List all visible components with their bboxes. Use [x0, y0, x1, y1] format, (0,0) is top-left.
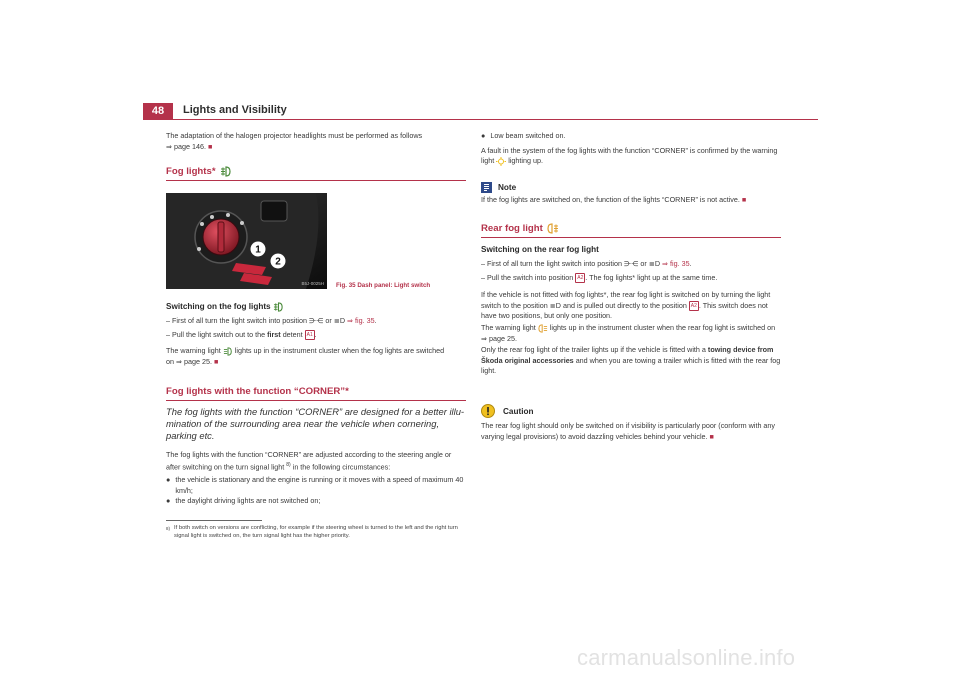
corner-section: The fog lights with the function “CORNER” are designed for a better illu-mination of the surrounding area near the vehicle when cornering, parking etc. The fog lights with the function “CORNER” are adjusted according to the steering angle or after switching on the turn signal light $^{8)}$ in the following circumstances: ● the vehicle is stationary and the engine is running or it moves with a speed of maximum 40 km/h; ● the daylight driving lights are not switched on; [166, 406, 465, 506]
right-top: ● Low beam switched on. A fault in the system of the fog lights with the function “CORNER” is confirmed by the warning light lighting up. [481, 131, 781, 167]
header-rule [143, 119, 818, 120]
running-title: Lights and Visibility [183, 104, 287, 116]
low-beam-icon: ≣D [333, 315, 346, 325]
note-box: Note If the fog lights are switched on, the function of the lights “CORNER” is not active. ■ [481, 183, 747, 204]
watermark: carmanualsonline.info [577, 645, 796, 670]
list-item: ● the daylight driving lights are not switched on; [166, 496, 321, 506]
light-switch-illustration [166, 193, 327, 289]
intro-text: The adaptation of the halogen projector headlights must be performed as follows ⇒ page 146. ■ [166, 131, 423, 151]
corner-warning-icon [496, 157, 506, 166]
corner-heading: Fog lights with the function “CORNER”* [166, 386, 466, 401]
corner-subtitle: The fog lights with the function “CORNER” are designed for a better illu-mination of the surrounding area near the vehicle when cornering, parking etc. [166, 406, 465, 442]
caution-icon [481, 404, 495, 418]
position-badge: A2 [690, 302, 697, 309]
rear-switch-heading: Switching on the rear fog light [481, 245, 599, 254]
caution-title: Caution [503, 406, 534, 416]
caution-box: Caution The rear fog light should only be switched on if visibility is particularly poor (conform with any varying legal provisions) to avoid dazzling vehicles behind your vehicle. ■ [481, 404, 781, 442]
parking-light-icon: ⋺⋲ [309, 315, 324, 325]
callout-2: 2 [275, 256, 281, 268]
fig-ref-link[interactable]: ⇒ fig. 35 [662, 258, 690, 268]
figure-code: B5J-0025H [301, 281, 324, 286]
rear-fog-warning-icon [538, 324, 548, 333]
rear-fog-icon [547, 223, 559, 234]
fog-lights-heading: Fog lights* [166, 166, 466, 181]
fog-light-icon [273, 302, 284, 312]
page-number: 48 [143, 103, 173, 119]
figure-caption: Fig. 35 Dash panel: Light switch [336, 282, 431, 289]
list-item: ● the vehicle is stationary and the engine is running or it moves with a speed of maximum 40 km/h; [166, 475, 464, 495]
footnote: 8) If both switch on versions are conflicting, for example if the steering wheel is turned to the left and the right turn signal light is switched on, the turn signal light has the higher priority. [166, 525, 458, 539]
low-beam-icon: ≣D [549, 300, 561, 310]
rear-fog-section: Switching on the rear fog light – First of all turn the light switch into position ⋺⋲ or ≣D ⇒ fig. 35. – Pull the switch into position A2 . The fog lights* light up at the same time. If the vehicle is not fitted with fog lights*, the rear fog light is switched on by turning the light switch to the position ≣D and is pulled out directly to the position A2 . This switch does not have two positions, but only one position. The warning light lights up in the instrument cluster when the rear fog light is switched on ⇒ page 25. Only the rear fog light of the trailer lights up if the vehicle is fitted with a towing device from Škoda original accessories and when you are towing a trailer which is fitted with the rear fog light. [481, 245, 781, 376]
note-title: Note [498, 183, 517, 192]
parking-light-icon: ⋺⋲ [624, 258, 639, 268]
footnote-rule [166, 520, 262, 521]
rear-fog-heading: Rear fog light [481, 223, 781, 238]
switching-section: Switching on the fog lights – First of all turn the light switch into position ⋺⋲ or ≣D ⇒ fig. 35. – Pull the light switch out to the first detent A1 . The warning light lights up in the instrument cluster when the fog lights are switched on ⇒ page 25. ■ [166, 302, 445, 366]
position-badge: A2 [577, 275, 584, 282]
switching-heading: Switching on the fog lights [166, 302, 271, 312]
fog-light-icon [220, 166, 232, 177]
note-icon [481, 182, 492, 193]
list-item: ● Low beam switched on. [481, 131, 566, 140]
fig-ref-link[interactable]: ⇒ fig. 35 [347, 315, 375, 325]
low-beam-icon: ≣D [648, 258, 661, 268]
fog-warning-icon [223, 347, 233, 356]
light-switch-figure [166, 193, 327, 289]
position-badge: A1 [306, 331, 313, 338]
callout-1: 1 [255, 244, 261, 256]
